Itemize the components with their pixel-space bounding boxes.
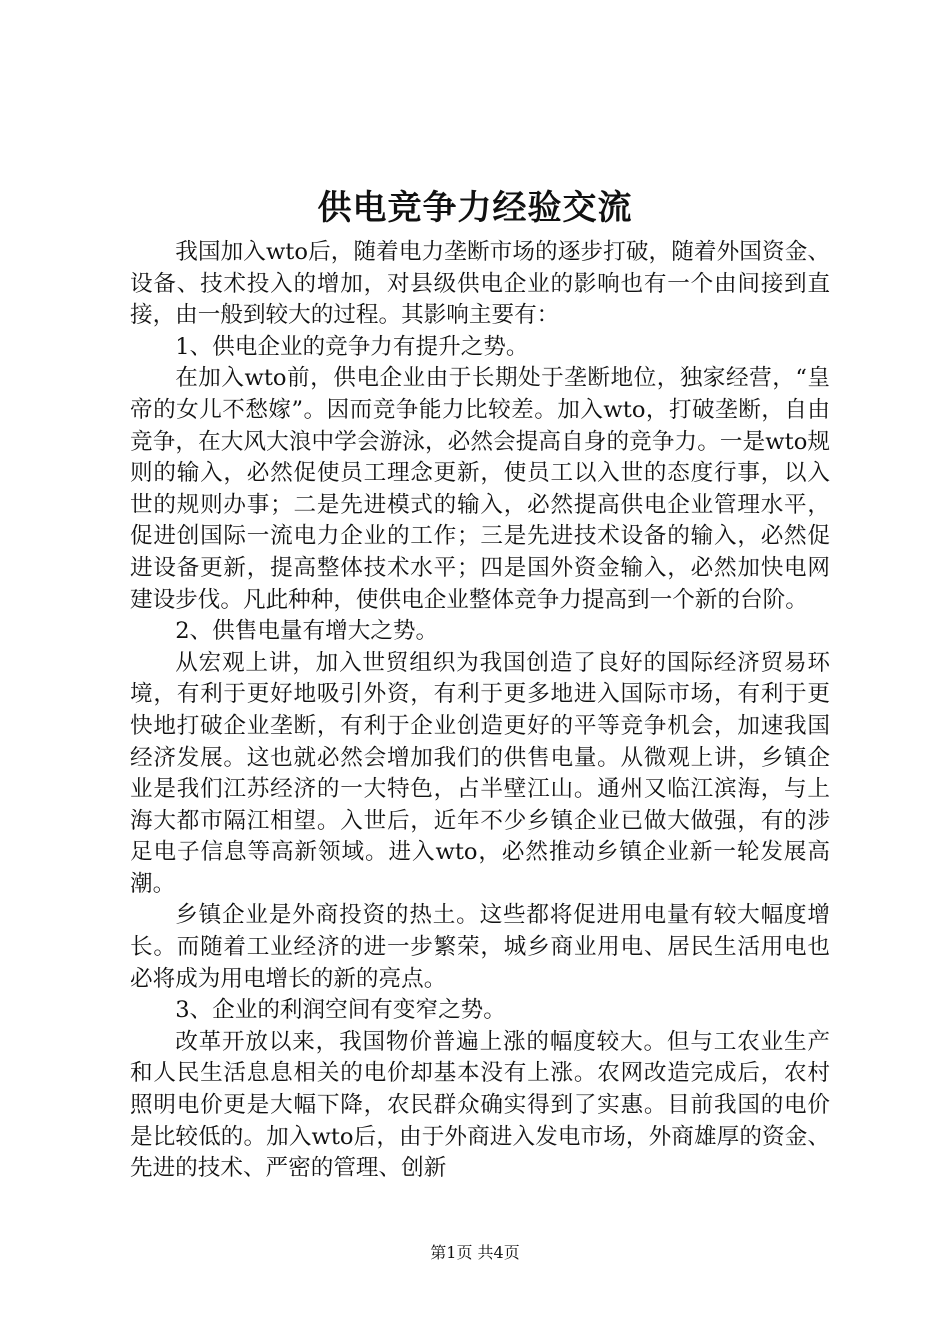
document-body [130,237,830,1185]
page-footer: 第1页 共4页 [430,1243,520,1262]
paragraph-township-enterprise: 乡镇企业是外商投资的热土。这些都将促进用电量有较大幅度增长。而随着工业经济的进一步繁荣，城乡商业用电、居民生活用电也必将成为用电增长的新的亮点。 [130,902,830,992]
section-heading-1: 1、供电企业的竞争力有提升之势。 [175,333,529,360]
section-heading-2: 2、供售电量有增大之势。 [175,618,439,645]
paragraph-competitiveness: 在加入wto前，供电企业由于长期处于垄断地位，独家经营，“皇帝的女儿不愁嫁”。因而竞争能力比较差。加入wto，打破垄断，自由竞争，在大风大浪中学会游泳，必然会提高自身的竞争力。一是wto规则的输入，必然促使员工理念更新，使员工以入世的态度行事，以入世的规则办事；二是先进模式的输入，必然提高供电企业管理水平，促进创国际一流电力企业的工作；三是先进技术设备的输入，必然促进设备更新，提高整体技术水平；四是国外资金输入，必然加快电网建设步伐。凡此种种，使供电企业整体竞争力提高到一个新的台阶。 [130,365,830,613]
document-title: 供电竞争力经验交流 [317,188,633,228]
paragraph-profit-space: 改革开放以来，我国物价普遍上涨的幅度较大。但与工农业生产和人民生活息息相关的电价却基本没有上涨。农网改造完成后，农村照明电价更是大幅下降，农民群众确实得到了实惠。目前我国的电价是比较低的。加入wto后，由于外商进入发电市场，外商雄厚的资金、先进的技术、严密的管理、创新 [130,1028,830,1182]
paragraph-intro: 我国加入wto后，随着电力垄断市场的逐步打破，随着外国资金、设备、技术投入的增加，对县级供电企业的影响也有一个由间接到直接，由一般到较大的过程。其影响主要有： [130,239,830,329]
paragraph-macro-micro: 从宏观上讲，加入世贸组织为我国创造了良好的国际经济贸易环境，有利于更好地吸引外资，有利于更多地进入国际市场，有利于更快地打破企业垄断，有利于企业创造更好的平等竞争机会，加速我国经济发展。这也就必然会增加我们的供售电量。从微观上讲，乡镇企业是我们江苏经济的一大特色，占半壁江山。通州又临江滨海，与上海大都市隔江相望。入世后，近年不少乡镇企业已做大做强，有的涉足电子信息等高新领域。进入wto，必然推动乡镇企业新一轮发展高潮。 [130,649,830,897]
section-heading-3: 3、企业的利润空间有变窄之势。 [175,997,506,1024]
